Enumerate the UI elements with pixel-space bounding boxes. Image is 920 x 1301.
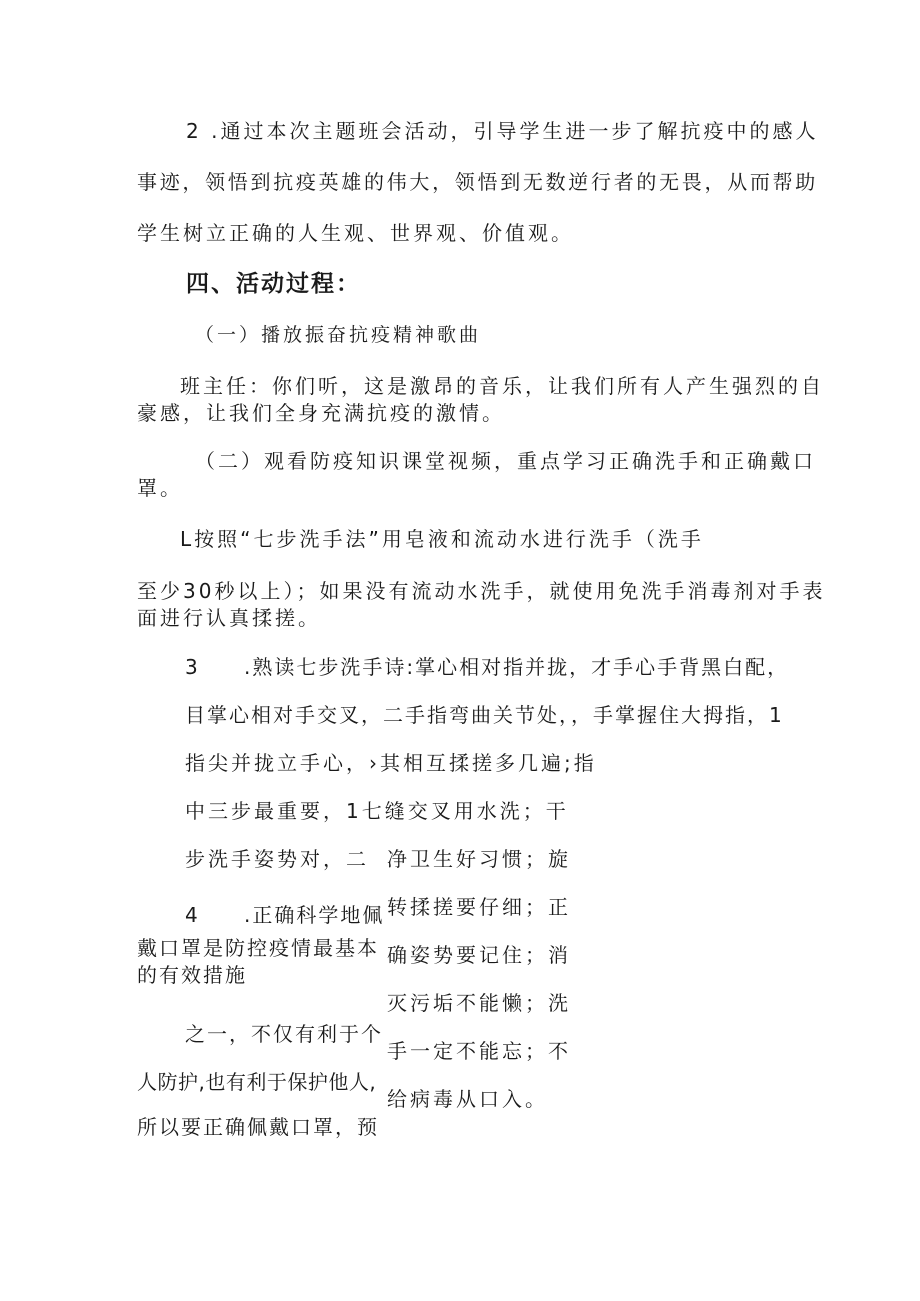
goal2-line-1: 2 .通过本次主题班会活动，引导学生进一步了解抗疫中的感人	[186, 119, 819, 143]
item4-line-1: .正确科学地佩	[244, 903, 385, 927]
poem-right-line-2: 确姿势要记住；消	[387, 943, 571, 967]
item3-line-5b: 净卫生好习惯；旋	[387, 847, 571, 871]
item4-line-2: 戴口罩是防控疫情最基本	[137, 936, 379, 960]
poem-right-line-4: 手一定不能忘；不	[387, 1039, 571, 1063]
step1-title: （一）播放振奋抗疫精神歌曲	[195, 324, 482, 346]
poem-right-line-5: 给病毒从口入。	[387, 1087, 548, 1111]
section-heading: 四、活动过程：	[186, 271, 361, 297]
step2-line-2: 罩。	[137, 476, 183, 500]
item3-line-1: .熟读七步洗手诗:掌心相对指并拢，才手心手背黑白配，	[244, 655, 790, 679]
step1-line-2: 豪感，让我们全身充满抗疫的激情。	[137, 401, 505, 425]
item3-line-5a: 步洗手姿势对，二	[185, 847, 369, 871]
poem-right-line-3: 灭污垢不能懒；洗	[387, 991, 571, 1015]
item3-line-2: 目掌心相对手交叉，二手指弯曲关节处，，手掌握住大拇指，1	[185, 703, 784, 727]
goal2-line-3: 学生树立正确的人生观、世界观、价值观。	[137, 221, 574, 245]
goal2-line-2: 事迹，领悟到抗疫英雄的伟大，领悟到无数逆行者的无畏，从而帮助	[137, 170, 818, 194]
item3-line-4: 中三步最重要，1七缝交叉用水洗；干	[185, 799, 569, 823]
item4-line-4: 之一，不仅有利于个	[185, 1022, 383, 1046]
step1-line-1: 班主任：你们听，这是激昂的音乐，让我们所有人产生强烈的自	[180, 374, 824, 398]
poem-right-line-1: 转揉搓要仔细；正	[387, 895, 571, 919]
item3-number: 3	[185, 655, 201, 679]
item4-line-6: 所以要正确佩戴口罩，预	[137, 1115, 379, 1139]
item4-number: 4	[185, 903, 201, 927]
item4-line-5: 人防护,也有利于保护他人,	[137, 1070, 377, 1094]
item3-line-3: 指尖并拢立手心，›其相互揉搓多几遍;指	[185, 751, 597, 775]
step2-line-1: （二）观看防疫知识课堂视频，重点学习正确洗手和正确戴口	[195, 449, 816, 473]
item1-line-3: 面进行认真揉搓。	[137, 606, 321, 630]
item1-line-1: L按照“七步洗手法”用皂液和流动水进行洗手（洗手	[180, 527, 704, 551]
item4-line-3: 的有效措施	[137, 963, 247, 987]
item1-line-2: 至少30秒以上）；如果没有流动水洗手，就使用免洗手消毒剂对手表	[137, 579, 826, 603]
